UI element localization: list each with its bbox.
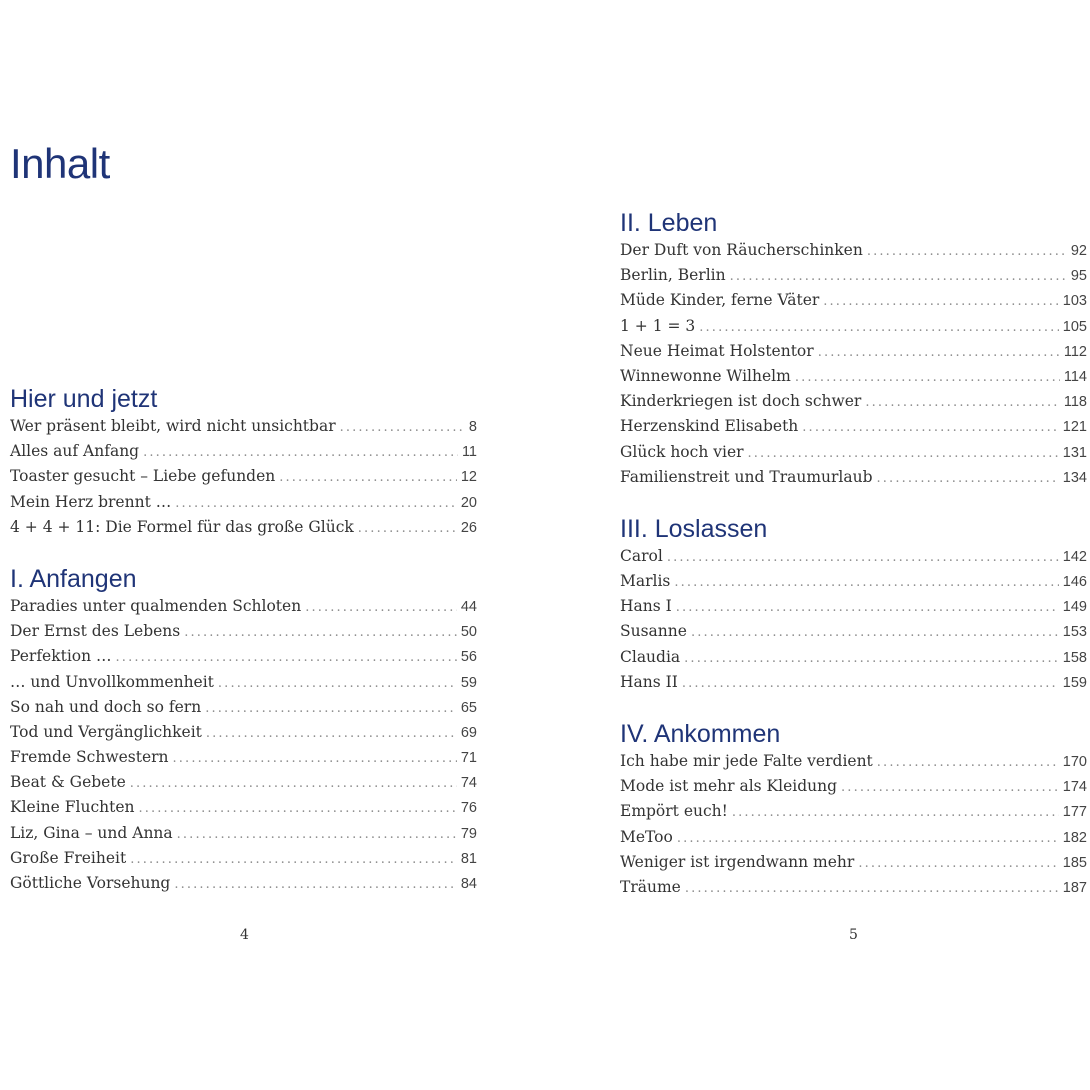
toc-entry: [620, 799, 1087, 824]
toc-entry-list: [10, 594, 477, 896]
toc-entry-page-number: 50: [460, 624, 477, 641]
toc-entry: [10, 594, 477, 619]
toc-entry: [620, 670, 1087, 695]
dot-leader: [823, 289, 1059, 314]
toc-entry: [10, 490, 477, 515]
dot-leader: [841, 775, 1059, 800]
toc-entry-title: Liz, Gina – und Anna: [10, 823, 173, 842]
toc-entry-title: Winnewonne Wilhelm: [620, 366, 791, 385]
dot-leader: [116, 645, 457, 670]
dot-leader: [205, 696, 457, 721]
toc-entry-page-number: 81: [460, 850, 477, 867]
dot-leader: [674, 570, 1058, 595]
toc-entry: [620, 569, 1087, 594]
toc-entry-page-number: 8: [468, 419, 477, 435]
section-title: Hier und jetzt: [10, 385, 158, 413]
toc-entry-page-number: 158: [1062, 649, 1087, 666]
toc-entry: [10, 464, 477, 489]
toc-entry-title: Toaster gesucht – Liebe gefunden: [10, 467, 276, 486]
toc-entry-title: Susanne: [620, 622, 687, 641]
toc-entry-title: So nah und doch so fern: [10, 697, 202, 716]
page-number-left: 4: [240, 927, 249, 943]
toc-entry: [620, 314, 1087, 339]
toc-entry: [10, 515, 477, 540]
toc-entry-title: Müde Kinder, ferne Väter: [620, 291, 820, 310]
toc-entry-page-number: 44: [460, 598, 477, 615]
toc-section: [10, 384, 477, 540]
section-title: I. Anfangen: [10, 564, 137, 593]
dot-leader: [175, 491, 457, 516]
toc-entry-title: Carol: [620, 546, 663, 565]
toc-entry-title: Hans I: [620, 597, 672, 616]
toc-entry: [620, 825, 1087, 850]
toc-entry-title: Kleine Fluchten: [10, 798, 135, 817]
toc-entry-page-number: 159: [1062, 674, 1087, 691]
toc-entry-title: Der Duft von Räucherschinken: [620, 241, 863, 259]
left-page-toc: [10, 384, 477, 896]
toc-entry-page-number: 74: [460, 775, 477, 792]
dot-leader: [802, 415, 1059, 440]
toc-entry-page-number: 71: [460, 750, 477, 767]
toc-entry-page-number: 134: [1062, 469, 1087, 486]
toc-entry-page-number: 182: [1062, 829, 1087, 846]
toc-entry: [620, 850, 1087, 875]
dot-leader: [732, 800, 1059, 825]
toc-section: [10, 564, 477, 896]
toc-entry-title: Ich habe mir jede Falte verdient: [620, 752, 873, 770]
dot-leader: [865, 390, 1060, 415]
toc-entry: [10, 670, 477, 695]
toc-entry-page-number: 112: [1063, 343, 1087, 360]
dot-leader: [173, 746, 457, 771]
toc-entry-page-number: 69: [460, 724, 477, 741]
dot-leader: [340, 415, 465, 440]
toc-section: [620, 514, 1087, 695]
toc-entry-title: Herzenskind Elisabeth: [620, 417, 799, 436]
toc-entry: [620, 645, 1087, 670]
toc-entry: [10, 619, 477, 644]
dot-leader: [877, 466, 1059, 491]
section-title: II. Leben: [620, 209, 718, 237]
toc-entry-page-number: 26: [460, 519, 477, 536]
toc-entry-title: Familienstreit und Traumurlaub: [620, 467, 873, 486]
dot-leader: [730, 264, 1067, 289]
toc-entry-list: [620, 238, 1087, 490]
dot-leader: [358, 516, 457, 541]
toc-entry: [10, 644, 477, 669]
dot-leader: [184, 620, 457, 645]
toc-entry: [10, 720, 477, 745]
toc-entry: [10, 414, 477, 439]
page-number-right: 5: [849, 927, 858, 943]
toc-entry-title: Mein Herz brennt …: [10, 492, 172, 511]
dot-leader: [174, 872, 457, 897]
dot-leader: [682, 671, 1059, 696]
toc-entry-page-number: 114: [1063, 368, 1087, 385]
toc-entry-title: Perfektion …: [10, 647, 112, 666]
dot-leader: [279, 465, 457, 490]
toc-entry-page-number: 174: [1062, 779, 1087, 796]
toc-section: [620, 719, 1087, 900]
dot-leader: [877, 750, 1059, 775]
toc-entry-title: Empört euch!: [620, 802, 728, 821]
toc-entry-title: MeToo: [620, 827, 673, 846]
toc-entry-page-number: 118: [1063, 394, 1087, 411]
toc-entry-page-number: 177: [1062, 804, 1087, 821]
toc-entry-title: Weniger ist irgendwann mehr: [620, 852, 855, 871]
toc-entry-page-number: 142: [1062, 548, 1087, 565]
toc-entry-title: Neue Heimat Holstentor: [620, 341, 814, 360]
toc-entry-title: Große Freiheit: [10, 848, 127, 867]
toc-entry-page-number: 153: [1062, 624, 1087, 641]
toc-entry: [620, 465, 1087, 490]
toc-entry-page-number: 11: [461, 444, 477, 461]
toc-entry-title: 1 + 1 = 3: [620, 316, 696, 335]
toc-entry-title: Glück hoch vier: [620, 442, 744, 461]
toc-entry: [620, 339, 1087, 364]
toc-entry: [10, 871, 477, 896]
toc-entry-page-number: 79: [460, 825, 477, 842]
toc-entry-page-number: 56: [460, 649, 477, 666]
toc-entry-page-number: 170: [1062, 754, 1087, 770]
toc-entry-title: 4 + 4 + 11: Die Formel für das große Glück: [10, 517, 354, 536]
dot-leader: [130, 771, 457, 796]
toc-entry-page-number: 146: [1062, 574, 1087, 591]
toc-entry-page-number: 84: [460, 876, 477, 892]
toc-entry: [620, 440, 1087, 465]
toc-entry: [620, 414, 1087, 439]
toc-entry: [620, 619, 1087, 644]
page-title: Inhalt: [10, 140, 110, 187]
toc-entry-title: Mode ist mehr als Kleidung: [620, 777, 838, 796]
toc-entry-list: [10, 414, 477, 540]
toc-entry-page-number: 20: [460, 494, 477, 511]
toc-entry-page-number: 149: [1062, 599, 1087, 616]
dot-leader: [867, 239, 1067, 264]
toc-entry-title: Wer präsent bleibt, wird nicht unsichtbar: [10, 417, 336, 435]
toc-entry-title: Kinderkriegen ist doch schwer: [620, 392, 862, 411]
toc-entry: [620, 774, 1087, 799]
toc-entry-page-number: 187: [1062, 879, 1087, 896]
toc-entry-page-number: 185: [1062, 854, 1087, 871]
toc-entry-title: Paradies unter qualmenden Schloten: [10, 596, 302, 615]
toc-entry-title: Tod und Vergänglichkeit: [10, 722, 202, 741]
toc-entry-title: Göttliche Vorsehung: [10, 874, 171, 892]
right-page-toc: [620, 208, 1087, 900]
section-title: IV. Ankommen: [620, 720, 781, 748]
dot-leader: [218, 671, 457, 696]
toc-entry-page-number: 59: [460, 674, 477, 691]
toc-entry: [10, 795, 477, 820]
toc-entry: [620, 749, 1087, 774]
dot-leader: [130, 847, 457, 872]
toc-entry: [620, 544, 1087, 569]
toc-entry: [620, 364, 1087, 389]
toc-entry-title: Marlis: [620, 572, 671, 591]
dot-leader: [685, 876, 1059, 901]
toc-entry-title: Der Ernst des Lebens: [10, 622, 181, 641]
dot-leader: [305, 595, 457, 620]
toc-entry-list: [620, 544, 1087, 695]
dot-leader: [143, 440, 458, 465]
toc-entry-title: Berlin, Berlin: [620, 266, 726, 285]
toc-entry: [10, 846, 477, 871]
dot-leader: [699, 315, 1059, 340]
toc-entry: [10, 770, 477, 795]
toc-entry-list: [620, 749, 1087, 900]
toc-entry-page-number: 95: [1070, 268, 1087, 285]
toc-entry: [10, 745, 477, 770]
toc-entry-title: Beat & Gebete: [10, 773, 126, 792]
toc-entry-page-number: 92: [1070, 243, 1087, 259]
toc-entry: [620, 288, 1087, 313]
toc-entry-page-number: 65: [460, 699, 477, 716]
toc-entry: [620, 263, 1087, 288]
dot-leader: [795, 365, 1060, 390]
dot-leader: [818, 340, 1060, 365]
toc-entry: [10, 439, 477, 464]
dot-leader: [858, 851, 1058, 876]
toc-entry-page-number: 76: [460, 800, 477, 817]
toc-entry-title: Claudia: [620, 647, 681, 666]
dot-leader: [684, 646, 1059, 671]
toc-section: [620, 208, 1087, 490]
toc-entry-page-number: 121: [1062, 419, 1087, 436]
dot-leader: [139, 796, 457, 821]
toc-entry-title: Fremde Schwestern: [10, 748, 169, 767]
toc-entry-page-number: 131: [1062, 444, 1087, 461]
dot-leader: [691, 620, 1059, 645]
toc-entry: [10, 821, 477, 846]
dot-leader: [677, 826, 1059, 851]
dot-leader: [177, 822, 457, 847]
toc-entry: [620, 875, 1087, 900]
dot-leader: [206, 721, 457, 746]
toc-entry-title: … und Unvollkommenheit: [10, 672, 214, 691]
toc-entry-page-number: 105: [1062, 318, 1087, 335]
dot-leader: [676, 595, 1059, 620]
toc-entry: [620, 594, 1087, 619]
toc-entry-title: Hans II: [620, 672, 678, 691]
toc-entry: [10, 695, 477, 720]
toc-entry: [620, 389, 1087, 414]
toc-entry: [620, 238, 1087, 263]
section-title: III. Loslassen: [620, 514, 768, 543]
toc-entry-page-number: 103: [1062, 293, 1087, 310]
toc-entry-page-number: 12: [460, 469, 477, 486]
toc-entry-title: Alles auf Anfang: [10, 442, 140, 461]
dot-leader: [667, 545, 1059, 570]
dot-leader: [748, 441, 1059, 466]
toc-entry-title: Träume: [620, 877, 681, 896]
